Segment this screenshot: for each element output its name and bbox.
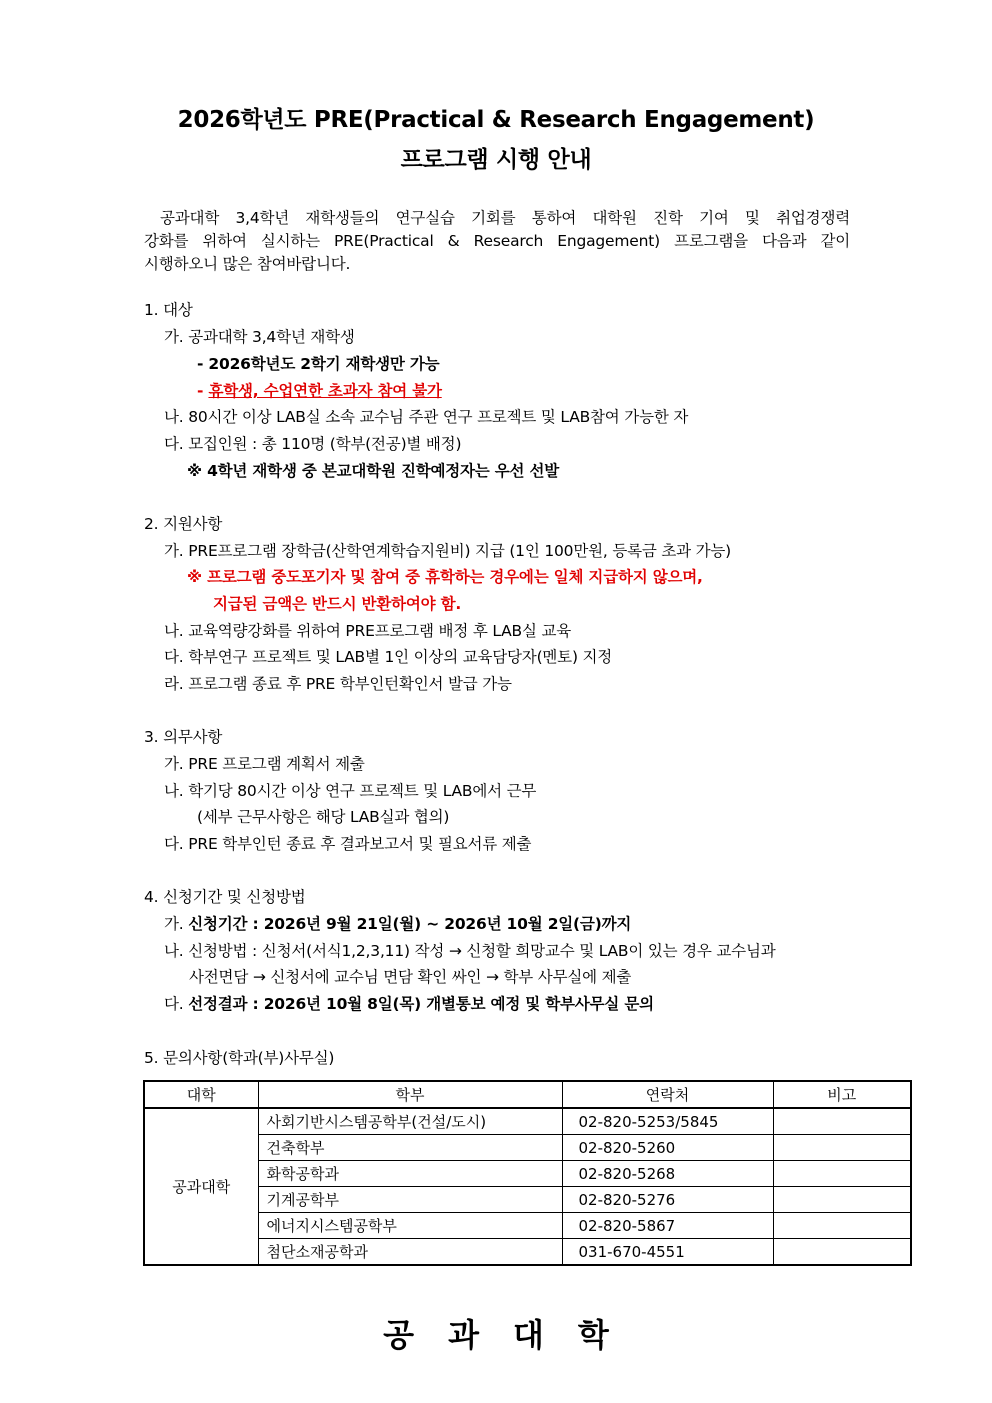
tel-cell: 031-670-4551 bbox=[562, 1239, 773, 1266]
document-title-line1: 2026학년도 PRE(Practical & Research Engagement) bbox=[177, 107, 815, 133]
section1-note-1: - 2026학년도 2학기 재학생만 가능 bbox=[197, 355, 440, 373]
contact-table bbox=[143, 1080, 912, 1266]
note-cell bbox=[773, 1187, 911, 1213]
dept-cell: 기계공학부 bbox=[258, 1187, 562, 1213]
note-cell bbox=[773, 1213, 911, 1239]
section2-item-d: 라. 프로그램 종료 후 PRE 학부인턴확인서 발급 가능 bbox=[164, 675, 512, 693]
table-row bbox=[144, 1239, 911, 1266]
dept-cell: 에너지시스템공학부 bbox=[258, 1213, 562, 1239]
section1-heading: 1. 대상 bbox=[144, 301, 193, 319]
header-note: 비고 bbox=[773, 1081, 911, 1108]
section3-heading: 3. 의무사항 bbox=[144, 728, 223, 746]
note-cell bbox=[773, 1108, 911, 1135]
table-header-row bbox=[144, 1081, 911, 1108]
section4-item-b-line1: 나. 신청방법 : 신청서(서식1,2,3,11) 작성 → 신청할 희망교수 및 LAB이 있는 경우 교수님과 bbox=[164, 942, 776, 960]
intro-line3: 시행하오니 많은 참여바랍니다. bbox=[144, 255, 351, 273]
section2-item-a: 가. PRE프로그램 장학금(산학연계학습지원비) 지급 (1인 100만원, 등록금 초과 가능) bbox=[164, 542, 732, 560]
section2-item-b: 나. 교육역량강화를 위하여 PRE프로그램 배정 후 LAB실 교육 bbox=[164, 622, 571, 640]
dept-cell: 건축학부 bbox=[258, 1135, 562, 1161]
issuer-footer: 공과대학 bbox=[383, 1316, 643, 1354]
table-row bbox=[144, 1187, 911, 1213]
header-college: 대학 bbox=[144, 1081, 258, 1108]
header-contact: 연락처 bbox=[562, 1081, 773, 1108]
section2-heading: 2. 지원사항 bbox=[144, 515, 223, 533]
section4-item-c: 다. 선정결과 : 2026년 10월 8일(목) 개별통보 예정 및 학부사무실 문의 bbox=[164, 995, 654, 1013]
section1-item-c: 다. 모집인원 : 총 110명 (학부(전공)별 배정) bbox=[164, 435, 462, 453]
section2-warning-1: ※ 프로그램 중도포기자 및 참여 중 휴학하는 경우에는 일체 지급하지 않으며, bbox=[187, 568, 703, 586]
section2-item-c: 다. 학부연구 프로젝트 및 LAB별 1인 이상의 교육담당자(멘토) 지정 bbox=[164, 648, 613, 666]
dept-cell: 첨단소재공학과 bbox=[258, 1239, 562, 1266]
college-cell: 공과대학 bbox=[144, 1108, 258, 1265]
tel-cell: 02-820-5268 bbox=[562, 1161, 773, 1187]
tel-cell: 02-820-5260 bbox=[562, 1135, 773, 1161]
section3-item-a: 가. PRE 프로그램 계획서 제출 bbox=[164, 755, 365, 773]
document-title-line2: 프로그램 시행 안내 bbox=[400, 147, 592, 173]
section3-item-b: 나. 학기당 80시간 이상 연구 프로젝트 및 LAB에서 근무 bbox=[164, 782, 537, 800]
section4-heading: 4. 신청기간 및 신청방법 bbox=[144, 888, 306, 906]
intro-line2: 강화를 위하여 실시하는 PRE(Practical & Research Engagement) 프로그램을 다음과 같이 bbox=[144, 232, 850, 250]
section3-item-b-note: (세부 근무사항은 해당 LAB실과 협의) bbox=[197, 808, 450, 826]
section1-item-a: 가. 공과대학 3,4학년 재학생 bbox=[164, 328, 355, 346]
intro-line1: 공과대학 3,4학년 재학생들의 연구실습 기회를 통하여 대학원 진학 기여 및 취업경쟁력 bbox=[160, 209, 850, 227]
section1-priority-note: ※ 4학년 재학생 중 본교대학원 진학예정자는 우선 선발 bbox=[187, 462, 560, 480]
table-row bbox=[144, 1213, 911, 1239]
tel-cell: 02-820-5253/5845 bbox=[562, 1108, 773, 1135]
tel-cell: 02-820-5276 bbox=[562, 1187, 773, 1213]
section4-item-b-line2: 사전면담 → 신청서에 교수님 면담 확인 싸인 → 학부 사무실에 제출 bbox=[189, 968, 632, 986]
table-row bbox=[144, 1135, 911, 1161]
tel-cell: 02-820-5867 bbox=[562, 1213, 773, 1239]
section4-item-a: 가. 신청기간 : 2026년 9월 21일(월) ~ 2026년 10월 2일(금)까지 bbox=[164, 915, 632, 933]
note-cell bbox=[773, 1239, 911, 1266]
header-department: 학부 bbox=[258, 1081, 562, 1108]
note-cell bbox=[773, 1161, 911, 1187]
section3-item-c: 다. PRE 학부인턴 종료 후 결과보고서 및 필요서류 제출 bbox=[164, 835, 532, 853]
section2-warning-2: 지급된 금액은 반드시 반환하여야 함. bbox=[213, 595, 462, 613]
note-cell bbox=[773, 1135, 911, 1161]
dept-cell: 화학공학과 bbox=[258, 1161, 562, 1187]
table-row bbox=[144, 1108, 911, 1135]
table-row bbox=[144, 1161, 911, 1187]
section1-item-b: 나. 80시간 이상 LAB실 소속 교수님 주관 연구 프로젝트 및 LAB참여 가능한 자 bbox=[164, 408, 689, 426]
section5-heading: 5. 문의사항(학과(부)사무실) bbox=[144, 1049, 335, 1067]
section1-note-2: - 휴학생, 수업연한 초과자 참여 불가 bbox=[197, 382, 442, 400]
dept-cell: 사회기반시스템공학부(건설/도시) bbox=[258, 1108, 562, 1135]
